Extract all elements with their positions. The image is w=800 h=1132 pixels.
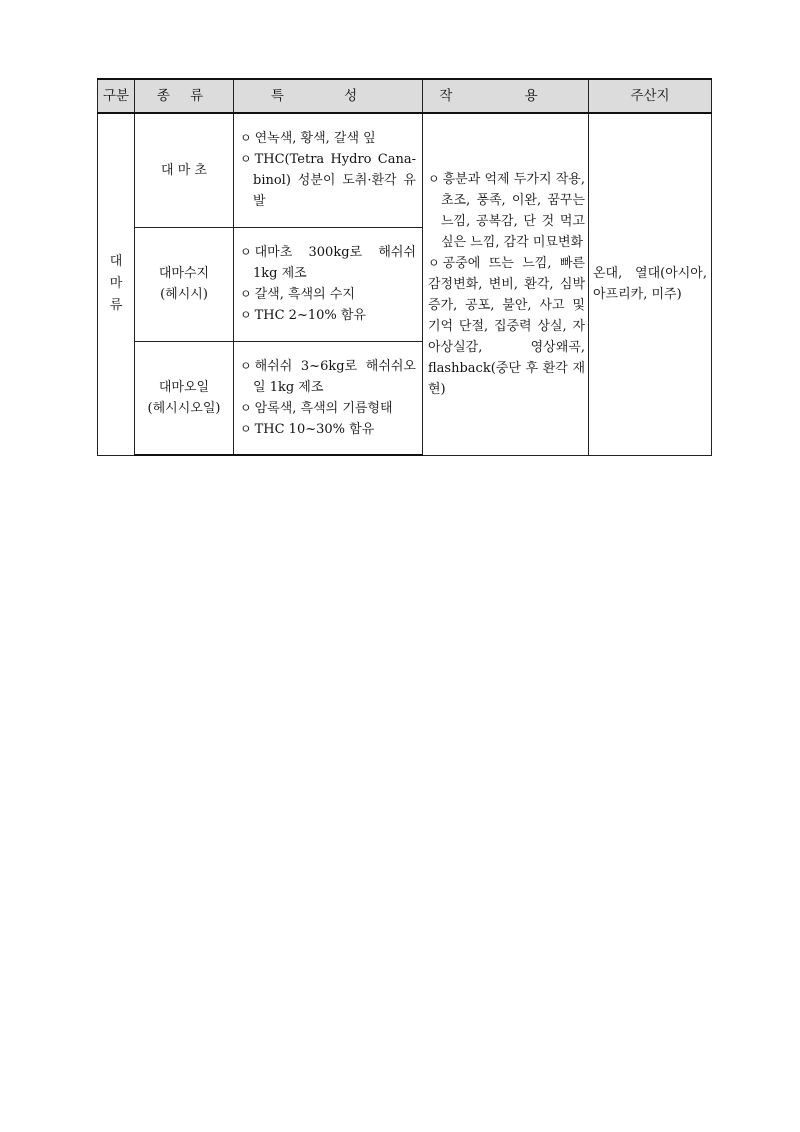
cannabis-classification-table	[97, 78, 712, 456]
production-area-cell: 온대, 열대(아시아, 아프리카, 미주)	[589, 113, 712, 455]
table-header-row	[98, 79, 712, 113]
list-item: ㅇ 갈색, 흑색의 수지	[240, 287, 355, 302]
features-cell-hash-oil	[234, 341, 423, 455]
list-item: ㅇ THC 10~30% 함유	[240, 421, 375, 437]
list-item: ㅇ 대마초 300kg로 해쉬쉬 1kg 제조	[240, 245, 416, 281]
header-category: 구분	[98, 79, 135, 113]
header-type: 종 류	[135, 79, 234, 113]
list-item: ㅇ THC 2~10% 함유	[240, 308, 366, 323]
list-item: ㅇ 해쉬쉬 3~6kg로 해쉬쉬오일 1kg 제조	[240, 358, 416, 395]
header-effects: 작 용	[423, 79, 589, 113]
effects-cell	[423, 113, 589, 455]
table-row	[98, 113, 712, 227]
list-item: ㅇ 연녹색, 황색, 갈색 잎	[240, 131, 376, 147]
header-production-area: 주산지	[589, 79, 712, 113]
features-cell-marijuana	[234, 113, 423, 227]
list-item: ㅇ 흥분과 억제 두가지 작용, 초조, 풍족, 이완, 꿈꾸는 느낌, 공복감, 단 것 먹고 싶은 느낌, 감각 미묘변화	[428, 171, 585, 250]
header-characteristics: 특 성	[234, 79, 423, 113]
category-cell: 대 마 류	[98, 113, 135, 455]
type-cell-hashish: 대마수지 (헤시시)	[135, 227, 234, 341]
list-item: ㅇ 암록색, 흑색의 기름형태	[240, 400, 393, 416]
type-cell-marijuana: 대 마 초	[135, 113, 234, 227]
list-item: ㅇ THC(Tetra Hydro Cana-binol) 성분이 도취·환각 유발	[240, 152, 416, 210]
list-item: ㅇ 공중에 뜨는 느낌, 빠른 감정변화, 변비, 환각, 심박증가, 공포, 불안, 사고 및 기억 단절, 집중력 상실, 자아상실감, 영상왜곡, flashback(중단 후 환각 재현)	[428, 255, 585, 397]
type-cell-hash-oil: 대마오일 (헤시시오일)	[135, 341, 234, 455]
features-cell-hashish	[234, 227, 423, 341]
